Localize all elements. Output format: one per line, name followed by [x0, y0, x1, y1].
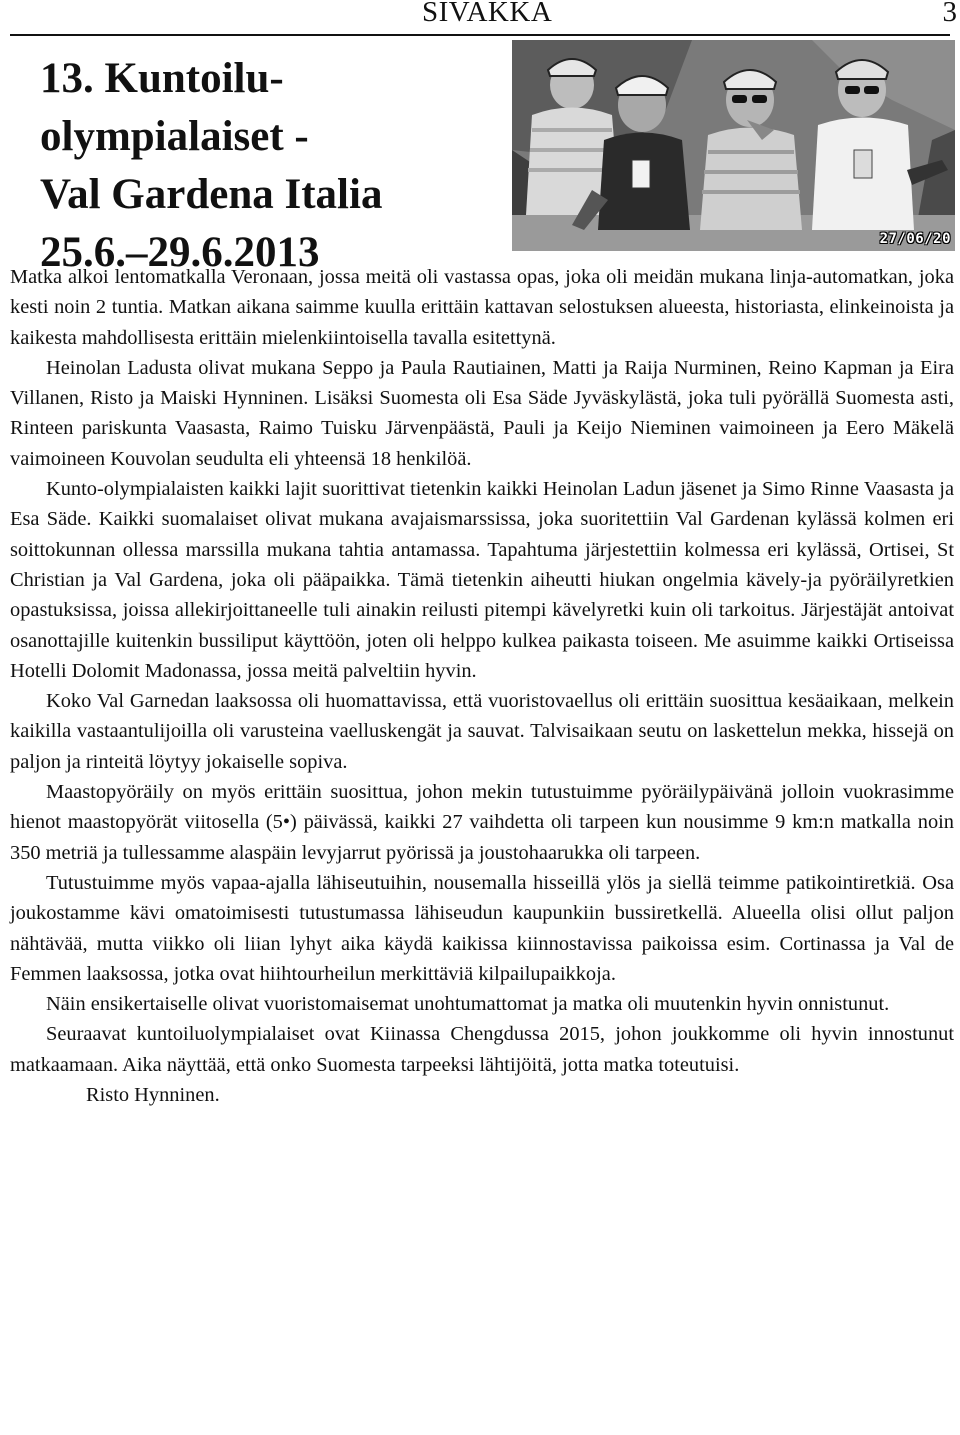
group-photo: [512, 40, 955, 251]
headline-line-2: olympialaiset -: [40, 113, 309, 160]
headline-line-4: 25.6.–29.6.2013: [40, 229, 320, 276]
article-paragraph: Koko Val Garnedan laaksossa oli huomattavissa, että vuoristovaellus oli erittäin suosittua kesäaikaan, melkein kaikilla vastaantulijoilla oli varusteina vaelluskengät ja sauvat. Talvisaikaan seutu on laskettelun mekka, hissejä on paljon ja rinteitä löytyy jokaiselle sopiva.: [10, 690, 954, 773]
headline-line-3: Val Gardena Italia: [40, 171, 383, 218]
article-paragraph: Tutustuimme myös vapaa-ajalla lähiseutuihin, nousemalla hisseillä ylös ja siellä teimme patikointiretkiä. Osa joukostamme kävi omatoimisesti tutustumassa lähiseudun kaupunkiin bussiretkellä. Alueella olisi ollut paljon nähtävää, mutta viikko oli liian lyhyt aika käydä kaikissa kiinnostavissa paikoissa esim. Cortinassa ja Val de Femmen laaksossa, jotka ovat hiihtourheilun merkittäviä kilpailupaikkoja.: [10, 871, 954, 985]
article-paragraph: Heinolan Ladusta olivat mukana Seppo ja Paula Rautiainen, Matti ja Raija Nurminen, Reino Kapman ja Eira Villanen, Risto ja Maiski Hynninen. Lisäksi Suomesta oli Esa Säde Jyväskylästä, joka tuli pyörällä Suomesta asti, Rinteen pariskunta Vaasasta, Raimo Tuisku Järvenpäästä, Pauli ja Keijo Nieminen vaimoineen ja Eero Mäkelä vaimoineen Kouvolan seudulta eli yhteensä 18 henkilöä.: [10, 356, 954, 470]
article-paragraph: Kunto-olympialaisten kaikki lajit suorittivat tietenkin kaikki Heinolan Ladun jäsenet ja Simo Rinne Vaasasta ja Esa Säde. Kaikki suomalaiset olivat mukana avajaismarssissa, joka suoritettiin Val Gardenan kylässä kolmen eri soittokunnan ollessa marssilla mukana tahtia antamassa. Tapahtuma järjestettiin kolmessa eri kylässä, Ortisei, St Christian ja Val Gardena, joka oli pääpaikka. Tämä tietenkin aiheutti hiukan ongelmia kävely-ja pyöräilyretkien opastuksissa, joissa allekirjoittaneelle tuli ainakin reilusti pitempi kävelyretki kuin oli tarkoitus. Järjestäjät antoivat osanottajille kuitenkin bussiliput käyttöön, joten oli helppo kulkea paikasta toiseen. Me asuimme kaikki Ortiseissa Hotelli Dolomit Madonassa, jossa meitä palveltiin hyvin.: [10, 478, 954, 682]
article-paragraph: Seuraavat kuntoiluolympialaiset ovat Kiinassa Chengdussa 2015, johon joukkomme oli hyvin innostunut matkaamaan. Aika näyttää, että onko Suomesta tarpeeksi lähtijöitä, jotta matka toteutuisi.: [10, 1023, 954, 1076]
header-rule: [10, 34, 950, 36]
article-headline: [40, 50, 500, 282]
headline-line-1: 13. Kuntoilu-: [40, 55, 284, 102]
article-paragraph: Matka alkoi lentomatkalla Veronaan, jossa meitä oli vastassa opas, joka oli meidän mukana linja-automatkan, joka kesti noin 2 tuntia. Matkan aikana saimme kuulla erittäin kattavan selostuksen alueesta, historiasta, elinkeinoista ja kaikesta mahdollisesta erittäin mielenkiintoisella tavalla esitettynä.: [10, 266, 954, 349]
page-number: 3: [942, 0, 957, 28]
article-signature: Risto Hynninen.: [86, 1084, 220, 1107]
photo-date-stamp: 27/06/20: [879, 231, 951, 247]
article-body: [10, 262, 954, 1110]
article-paragraph: Maastopyöräily on myös erittäin suosittua, johon mekin tutustuimme pyöräilypäivänä jolloin vuokrasimme hienot maastopyörät viitosella (5•) päivässä, kaikki 27 vaihdetta oli tarpeen kun nousimme 9 km:n matkalla noin 350 metriä ja tullessamme alaspäin levyjarrut pyörissä ja joustohaarukka oli tarpeen.: [10, 781, 954, 864]
page-header: [0, 0, 960, 38]
photo-illustration: [512, 40, 955, 251]
article-paragraph: Näin ensikertaiselle olivat vuoristomaisemat unohtumattomat ja matka oli muutenkin hyvin onnistunut.: [46, 993, 890, 1016]
publication-name: SIVAKKA: [422, 0, 553, 28]
